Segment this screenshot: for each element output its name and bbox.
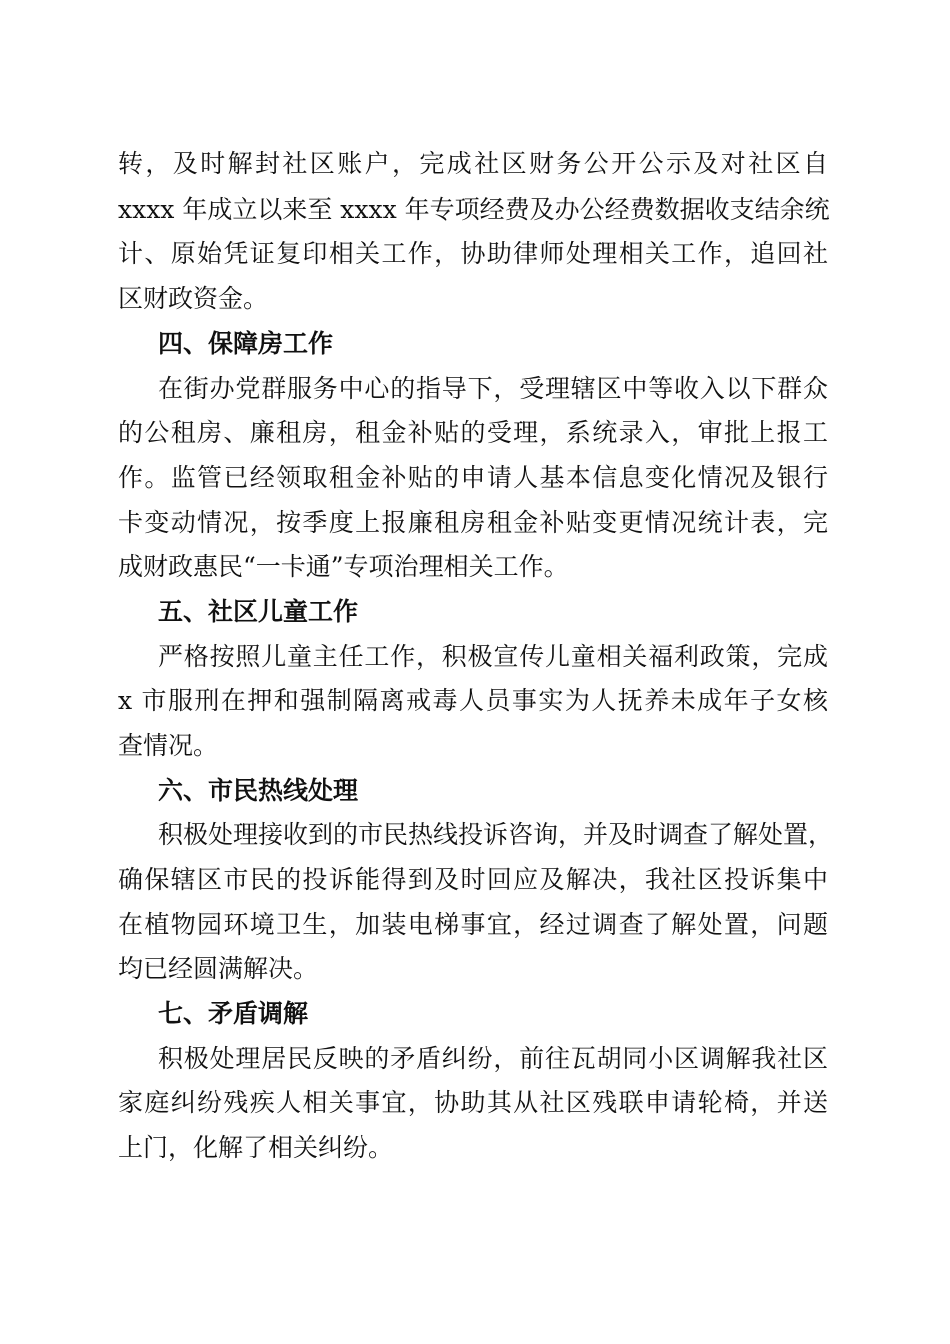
section-heading-mediation: 七、矛盾调解: [158, 999, 309, 1028]
paragraph-line: xxxx 年成立以来至 xxxx 年专项经费及办公经费数据收支结余统: [118, 195, 830, 224]
paragraph-line: 作。监管已经领取租金补贴的申请人基本信息变化情况及银行: [118, 463, 828, 492]
section-heading-children: 五、社区儿童工作: [158, 597, 359, 626]
paragraph-line: 在植物园环境卫生，加装电梯事宜，经过调查了解处置，问题: [118, 910, 828, 939]
paragraph-line: 上门，化解了相关纠纷。: [118, 1133, 394, 1162]
paragraph-line: 在街办党群服务中心的指导下，受理辖区中等收入以下群众: [158, 374, 828, 403]
section-heading-housing: 四、保障房工作: [158, 329, 334, 358]
paragraph-line: x 市服刑在押和强制隔离戒毒人员事实为人抚养未成年子女核: [118, 686, 828, 715]
paragraph-line: 区财政资金。: [118, 284, 269, 313]
paragraph-line: 积极处理接收到的市民热线投诉咨询，并及时调查了解处置，: [158, 820, 834, 849]
paragraph-line: 家庭纠纷残疾人相关事宜，协助其从社区残联申请轮椅，并送: [118, 1088, 828, 1117]
paragraph-line: 查情况。: [118, 731, 219, 760]
paragraph-line: 均已经圆满解决。: [118, 954, 319, 983]
paragraph-line: 转，及时解封社区账户，完成社区财务公开公示及对社区自: [118, 149, 828, 178]
paragraph-line: 计、原始凭证复印相关工作，协助律师处理相关工作，追回社: [118, 239, 828, 268]
paragraph-line: 严格按照儿童主任工作，积极宣传儿童相关福利政策，完成: [158, 642, 828, 671]
section-heading-hotline: 六、市民热线处理: [158, 776, 359, 805]
paragraph-line: 的公租房、廉租房，租金补贴的受理，系统录入，审批上报工: [118, 418, 828, 447]
paragraph-line: 确保辖区市民的投诉能得到及时回应及解决，我社区投诉集中: [118, 865, 828, 894]
paragraph-line: 成财政惠民“一卡通”专项治理相关工作。: [118, 552, 569, 581]
paragraph-line: 积极处理居民反映的矛盾纠纷，前往瓦胡同小区调解我社区: [158, 1044, 828, 1073]
paragraph-line: 卡变动情况，按季度上报廉租房租金补贴变更情况统计表，完: [118, 508, 828, 537]
